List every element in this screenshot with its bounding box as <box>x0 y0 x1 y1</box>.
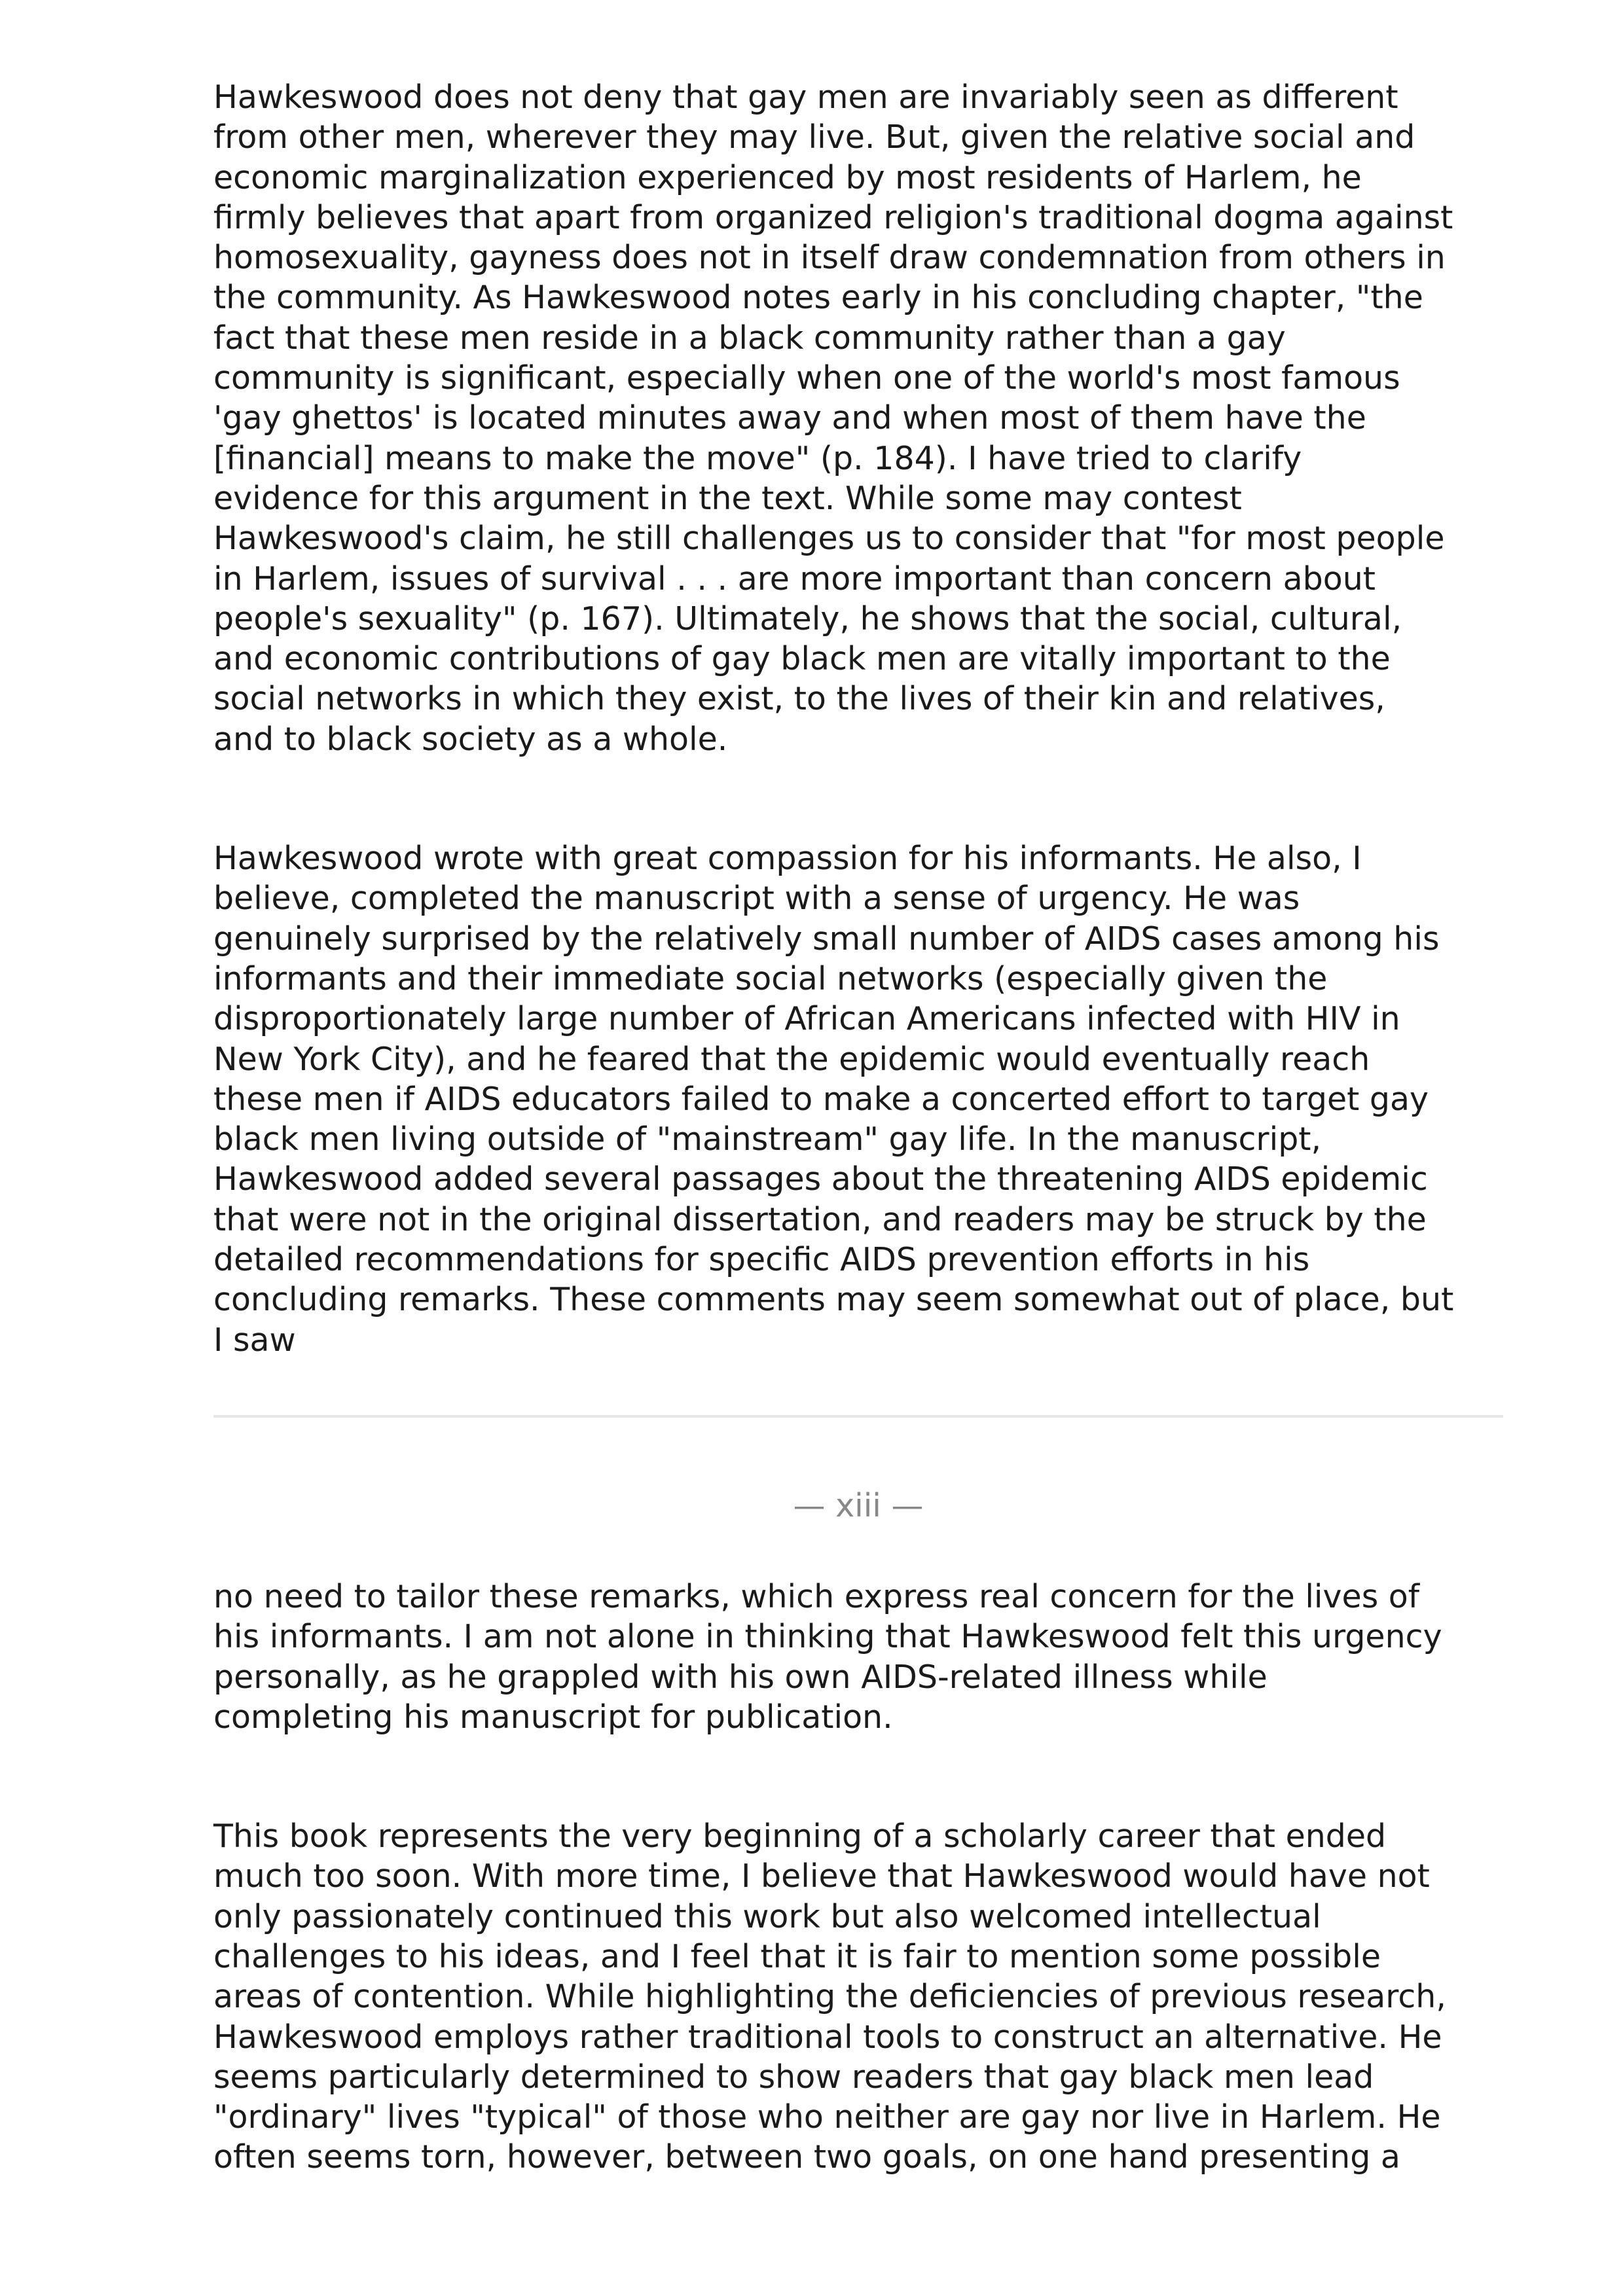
document-page <box>213 77 1503 2178</box>
paragraph-4: This book represents the very beginning of a scholarly career that ended much too soon. With more time, I believe that Hawkeswood would have not only passionately continued this work but also welcomed intellectual challenges to his ideas, and I feel that it is fair to mention some possible areas of contention. While highlighting the deficiencies of previous research, Hawkeswood employs rather traditional tools to construct an alternative. He seems particularly determined to show readers that gay black men lead "ordinary" lives "typical" of those who neither are gay nor live in Harlem. He often seems torn, however, between two goals, on one hand presenting a <box>213 1818 1446 2176</box>
page-break-divider <box>213 1415 1503 1418</box>
paragraph-1: Hawkeswood does not deny that gay men are invariably seen as different from other men, wherever they may live. But, given the relative social and economic marginalization experienced by most residents of Harlem, he firmly believes that apart from organized religion's traditional dogma against homosexuality, gayness does not in itself draw condemnation from others in the community. As Hawkeswood notes early in his concluding chapter, "the fact that these men reside in a black community rather than a gay community is significant, especially when one of the world's most famous 'gay ghettos' is located minutes away and when most of them have the [financial] means to make the move" (p. 184). I have tried to clarify evidence for this argument in the text. While some may contest Hawkeswood's claim, he still challenges us to consider that "for most people in Harlem, issues of survival . . . are more important than concern about people's sexuality" (p. 167). Ultimately, he shows that the social, cultural, and economic contributions of gay black men are vitally important to the social networks in which they exist, to the lives of their kin and relatives, and to black society as a whole. <box>213 79 1453 758</box>
paragraph-3: no need to tailor these remarks, which express real concern for the lives of his informants. I am not alone in thinking that Hawkeswood felt this urgency personally, as he grappled with his own AIDS-related illness while completing his manuscript for publication. <box>213 1577 1442 1736</box>
paragraph-2: Hawkeswood wrote with great compassion for his informants. He also, I believe, completed the manuscript with a sense of urgency. He was genuinely surprised by the relatively small number of AIDS cases among his informants and their immediate social networks (especially given the disproportionately large number of African Americans infected with HIV in New York City), and he feared that the epidemic would eventually reach these men if AIDS educators failed to make a concerted effort to target gay black men living outside of "mainstream" gay life. In the manuscript, Hawkeswood added several passages about the threatening AIDS epidemic that were not in the original dissertation, and readers may be struck by the detailed recommendations for specific AIDS prevention efforts in his concluding remarks. These comments may seem somewhat out of place, but I saw <box>213 840 1454 1359</box>
page-number: — xiii — <box>793 1486 924 1524</box>
